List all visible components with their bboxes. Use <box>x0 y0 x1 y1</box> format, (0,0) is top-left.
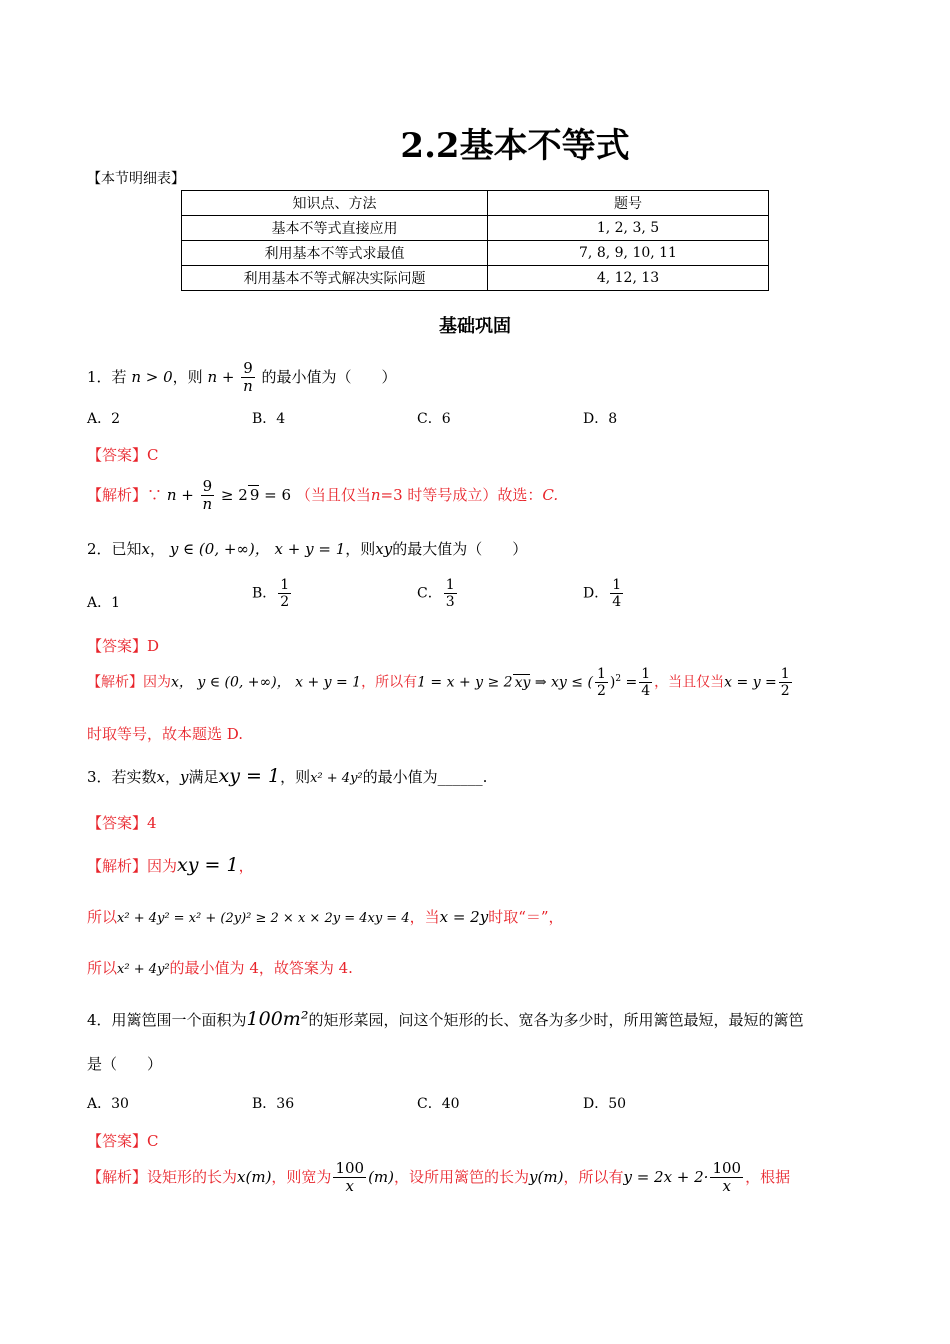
q1-option-c: C．6 <box>417 411 451 427</box>
question-2: 2．已知x， y ∈ (0, +∞)， x + y = 1，则xy的最大值为（ ） <box>87 540 528 558</box>
subheading: 基础巩固 <box>439 316 511 337</box>
section-label: 【本节明细表】 <box>87 171 185 187</box>
q1-analysis: 【解析】∵ n + $\frac{9}{n}$ ≥ 2 9 = 6 （当且仅当n=3 时等号成立）故选：C. <box>87 477 559 514</box>
q2-option-d: D． $\frac{1}{4}$ <box>583 577 622 611</box>
table-cell: 利用基本不等式求最值 <box>182 241 488 266</box>
q2-answer: 【答案】D <box>87 637 160 655</box>
q2-option-a: A．1 <box>87 595 121 611</box>
table-cell: 基本不等式直接应用 <box>182 216 488 241</box>
table-cell: 利用基本不等式解决实际问题 <box>182 266 488 291</box>
q1-option-d: D．8 <box>583 411 618 427</box>
summary-table <box>181 190 769 291</box>
q4-option-c: C．40 <box>417 1096 460 1112</box>
q1-label: 1．若 <box>87 367 127 386</box>
q4-option-a: A．30 <box>87 1096 129 1112</box>
table-cell: 7, 8, 9, 10, 11 <box>488 241 769 266</box>
table-header-row <box>182 191 769 216</box>
q1-option-b: B．4 <box>252 411 286 427</box>
q4-analysis: 【解析】设矩形的长为x(m)，则宽为 $\frac{100}{x}$ (m)，设所用篱笆的长为y(m)，所以有y = 2x + 2· $\frac{100}{x}$ ，根据 <box>87 1159 791 1196</box>
table-header: 知识点、方法 <box>182 191 488 216</box>
q2-analysis-line2: 时取等号，故本题选 D. <box>87 725 244 743</box>
q2-option-c: C． $\frac{1}{3}$ <box>417 577 455 611</box>
q4-line2: 是（ ） <box>87 1055 163 1073</box>
page-title: 2.2基本不等式 <box>400 126 630 166</box>
q3-analysis-line3: 所以x² + 4y²的最小值为 4，故答案为 4. <box>87 959 353 977</box>
table-cell: 4, 12, 13 <box>488 266 769 291</box>
q1-condition: n > 0 <box>131 367 173 386</box>
q2-analysis: 【解析】因为x， y ∈ (0, +∞)， x + y = 1，所以有1 = x + y ≥ 2 xy ⇒ xy ≤ ( $\frac{1}{2}$ )$^2$ = $\frac{1}{4}$ ，当且仅当x = y = $\frac{1}{2}$ <box>87 666 790 700</box>
q4-option-d: D．50 <box>583 1096 627 1112</box>
question-3: 3．若实数x，y满足xy = 1，则x² + 4y²的最小值为______. <box>87 765 488 787</box>
question-1 <box>87 360 397 396</box>
q2-option-b: B． $\frac{1}{2}$ <box>252 577 290 611</box>
q3-analysis: 【解析】因为xy = 1， <box>87 854 254 876</box>
question-4: 4．用篱笆围一个面积为100m²的矩形菜园，问这个矩形的长、宽各为多少时，所用篱笆最短，最短的篱笆 <box>87 1008 804 1030</box>
q3-analysis-line2: 所以x² + 4y² = x² + (2y)² ≥ 2 × x × 2y = 4xy = 4，当x = 2y时取“＝”， <box>87 908 564 926</box>
q1-expr: n + <box>207 367 235 386</box>
table-row <box>182 216 769 241</box>
q1-fraction: $\frac{9}{n}$ <box>243 359 253 396</box>
q3-answer: 【答案】4 <box>87 814 157 832</box>
table-row <box>182 266 769 291</box>
q4-option-b: B．36 <box>252 1096 295 1112</box>
q4-answer: 【答案】C <box>87 1132 159 1150</box>
q1-mid: ，则 <box>172 367 203 386</box>
q1-option-a: A．2 <box>87 411 121 427</box>
table-cell: 1, 2, 3, 5 <box>488 216 769 241</box>
table-header: 题号 <box>488 191 769 216</box>
q1-answer: 【答案】C <box>87 446 159 464</box>
q1-tail: 的最小值为（ ） <box>261 367 397 386</box>
table-row <box>182 241 769 266</box>
